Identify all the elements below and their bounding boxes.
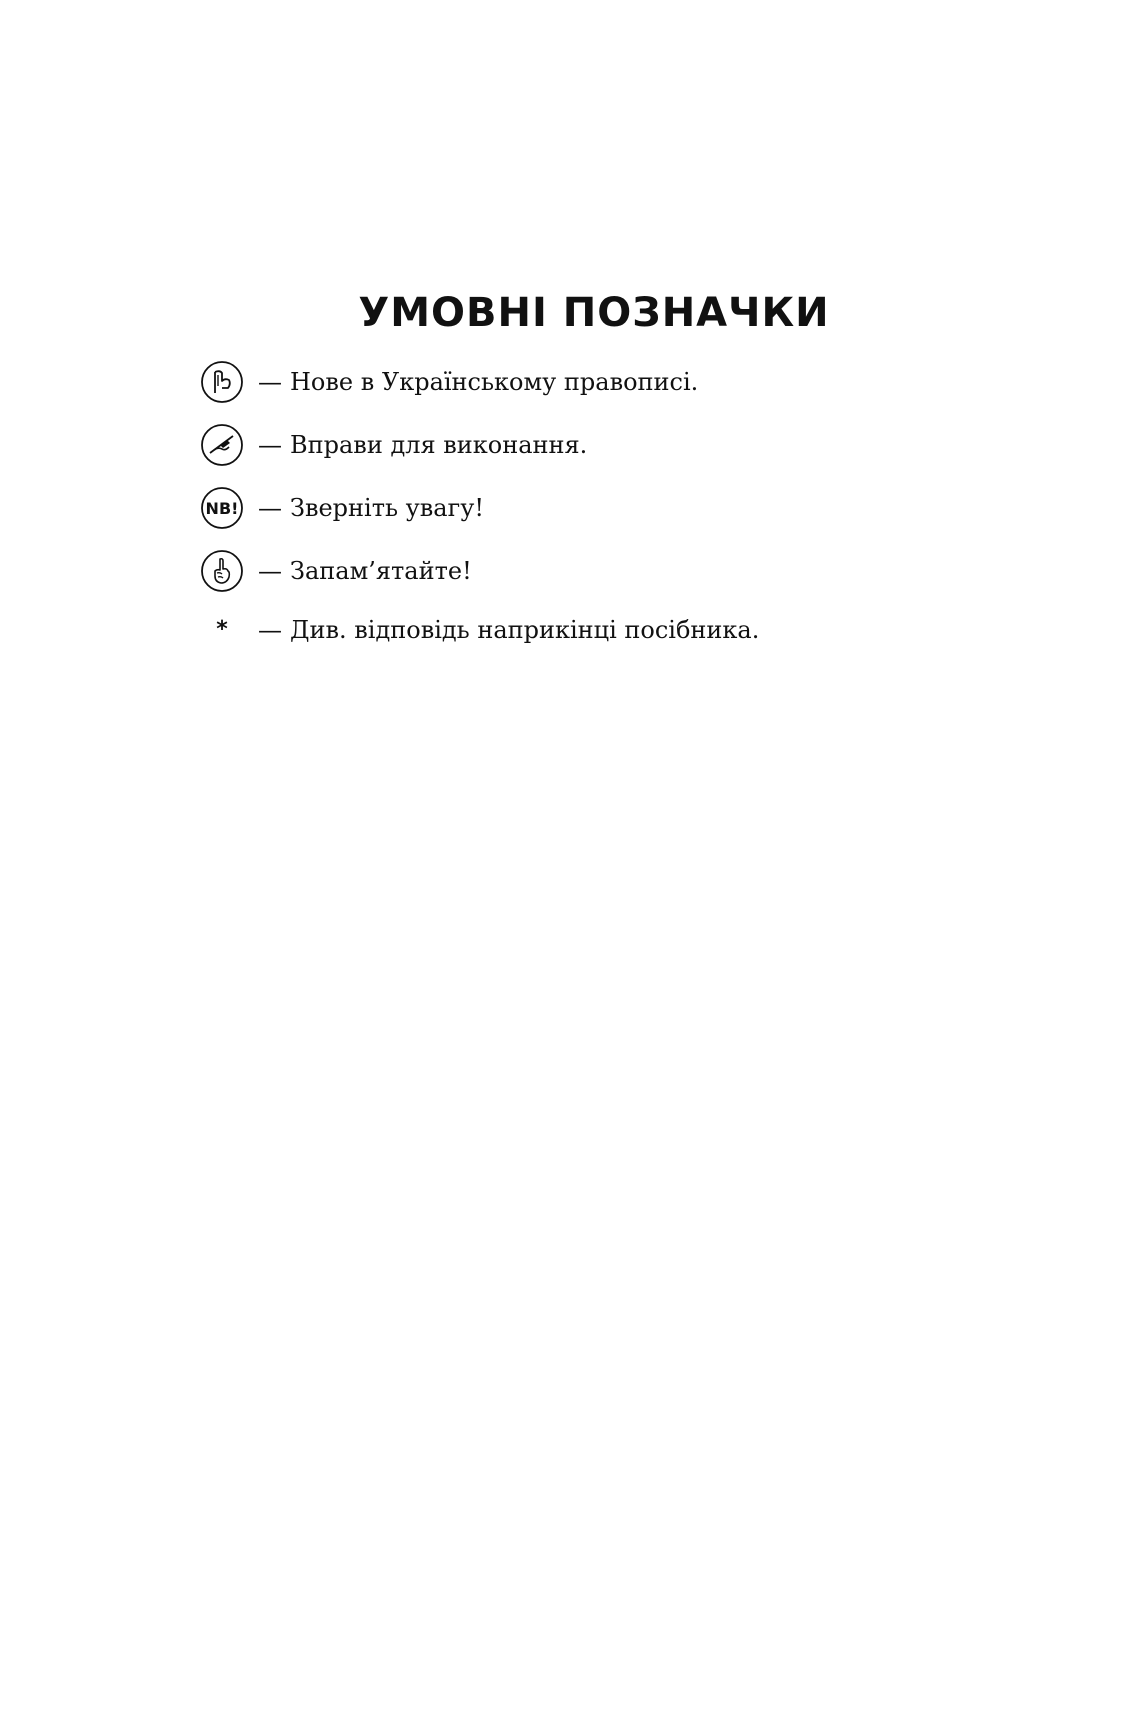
legend-text: Див. відповідь наприкінці посібника. — [290, 616, 760, 644]
legend-item — [200, 360, 1000, 404]
legend-text: Нове в Українському правописі. — [290, 368, 699, 396]
raised-finger-icon — [200, 549, 244, 593]
legend-text: Запам’ятайте! — [290, 557, 472, 585]
legend-list — [200, 360, 1000, 671]
separator-dash: — — [258, 616, 282, 644]
nb-attention-icon — [200, 486, 244, 530]
legend-text: Вправи для виконання. — [290, 431, 588, 459]
exercise-pencil-icon — [200, 423, 244, 467]
legend-item — [200, 486, 1000, 530]
separator-dash: — — [258, 494, 282, 522]
legend-text: Зверніть увагу! — [290, 494, 484, 522]
new-in-orthography-icon — [200, 360, 244, 404]
nb-icon-text: NB! — [205, 499, 239, 518]
page-title: УМОВНІ ПОЗНАЧКИ — [358, 290, 830, 336]
separator-dash: — — [258, 557, 282, 585]
separator-dash: — — [258, 368, 282, 396]
legend-item — [200, 608, 1000, 652]
legend-item — [200, 549, 1000, 593]
asterisk-icon: * — [216, 617, 228, 642]
legend-item — [200, 423, 1000, 467]
separator-dash: — — [258, 431, 282, 459]
